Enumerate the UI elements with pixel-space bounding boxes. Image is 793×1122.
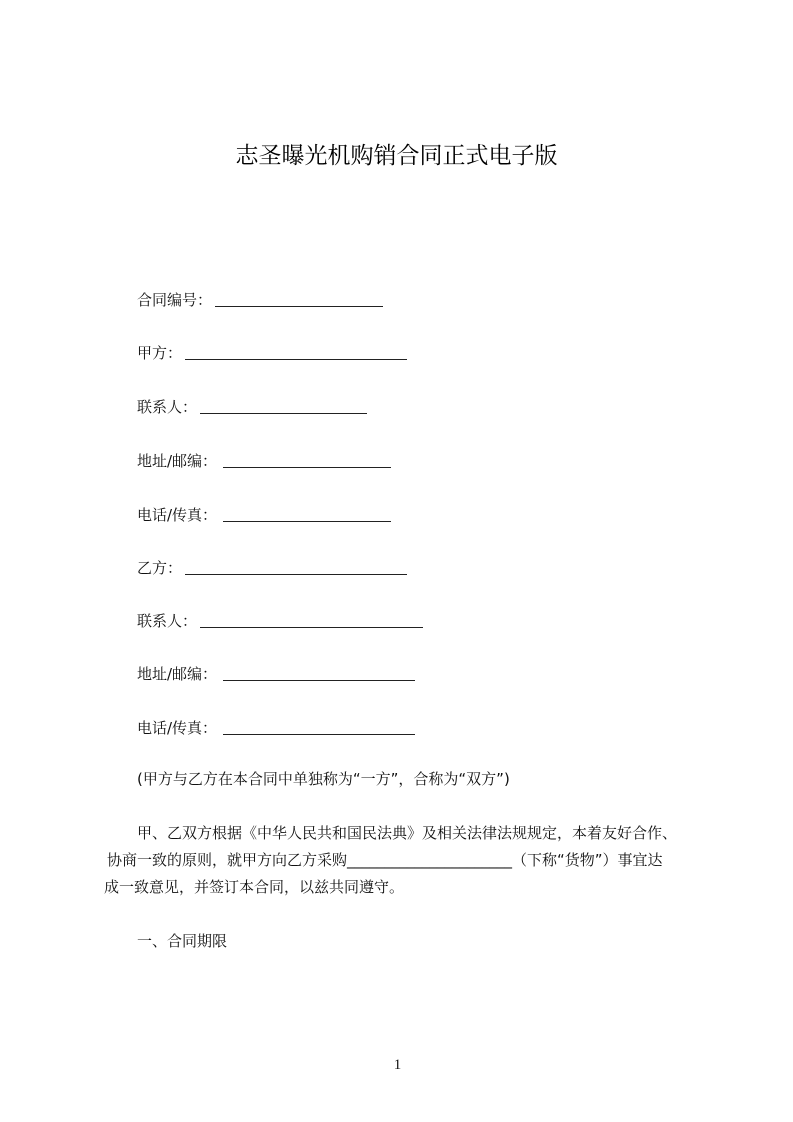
section-heading-contract-term: 一、合同期限 — [137, 932, 228, 950]
blank-line-party-a — [185, 359, 407, 360]
field-label: 电话/传真： — [137, 719, 218, 737]
preamble-line: 成一致意见，并签订本合同，以兹共同遵守。 — [104, 878, 405, 896]
blank-line-party-b-contact — [200, 627, 423, 628]
blank-line-party-b-address — [223, 680, 415, 681]
field-label: 联系人： — [137, 398, 198, 416]
field-party-a-phone — [137, 505, 217, 525]
field-party-a-contact — [137, 397, 197, 417]
blank-line-party-b-phone — [223, 734, 415, 735]
field-party-b-phone — [137, 718, 217, 738]
field-label: 地址/邮编： — [137, 665, 218, 683]
field-label: 联系人： — [137, 612, 198, 630]
field-label: 甲方： — [137, 344, 183, 362]
field-contract-number — [137, 290, 212, 310]
blank-line-contract-number — [215, 306, 383, 307]
blank-line-party-b — [185, 574, 407, 575]
field-party-b-address — [137, 664, 217, 684]
blank-line-party-a-address — [223, 467, 391, 468]
document-title: 志圣曝光机购销合同正式电子版 — [235, 143, 558, 169]
field-label: 地址/邮编： — [137, 452, 218, 470]
field-label: 乙方： — [137, 559, 183, 577]
field-label: 电话/传真： — [137, 506, 218, 524]
field-party-a-address — [137, 451, 217, 471]
preamble-line: 甲、乙双方根据《中华人民共和国民法典》及相关法律法规规定，本着友好合作、 — [137, 824, 678, 842]
page-number: 1 — [393, 1057, 402, 1073]
field-party-b — [137, 558, 182, 578]
parties-note: (甲方与乙方在本合同中单独称为“一方”，合称为“双方”) — [137, 770, 510, 788]
blank-line-party-a-phone — [223, 521, 391, 522]
field-party-b-contact — [137, 611, 197, 631]
field-party-a — [137, 343, 182, 363]
field-label: 合同编号： — [137, 291, 213, 309]
blank-line-party-a-contact — [200, 413, 367, 414]
preamble-line: 协商一致的原则，就甲方向乙方采购______________________（下称“货物”）事宜达 — [107, 851, 663, 869]
